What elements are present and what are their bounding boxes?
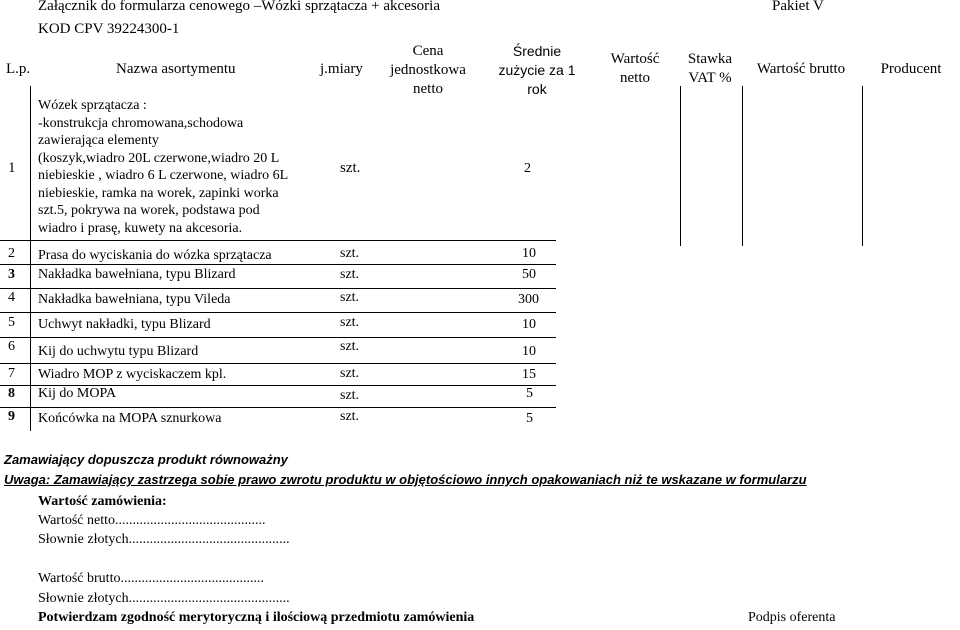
- row-2-unit: szt.: [340, 246, 360, 261]
- row-1-name-line: (koszyk,wiadro 20L czerwone,wiadro 20 L: [38, 150, 280, 166]
- row-8-unit: szt.: [340, 388, 360, 403]
- row-1-name-line: niebieskie, ramka na worek, zapinki worka: [38, 185, 279, 201]
- row-1-unit: szt.: [340, 160, 361, 176]
- row-1-name-line: -konstrukcja chromowana,schodowa: [38, 115, 244, 131]
- row-2-lp: 2: [8, 246, 15, 261]
- row-5-qty: 10: [522, 317, 536, 332]
- col-name-header: Nazwa asortymentu: [116, 61, 236, 77]
- row-5-unit: szt.: [340, 315, 360, 330]
- row-7-lp: 7: [8, 366, 15, 381]
- row-4-qty: 300: [518, 292, 539, 307]
- row-5-name: Uchwyt nakładki, typu Blizard: [38, 317, 211, 332]
- row-4-lp: 4: [8, 290, 15, 305]
- return-note: Uwaga: Zamawiający zastrzega sobie prawo zwrotu produktu w objętościowo innych opakowaniach niż te wskazane w formularzu: [4, 472, 807, 487]
- grid-hline-row2: [0, 264, 556, 265]
- row-3-name: Nakładka bawełniana, typu Blizard: [38, 267, 236, 282]
- net-value-line: Wartość netto...........................................: [38, 513, 266, 528]
- cpv-code: KOD CPV 39224300-1: [38, 21, 180, 37]
- row-6-name: Kij do uchwytu typu Blizard: [38, 344, 199, 359]
- gross-words-line: Słownie złotych..............................................: [38, 591, 290, 606]
- col-unit-price-line-2: jednostkowa: [390, 62, 466, 78]
- row-3-lp: 3: [8, 267, 15, 282]
- row-1-name-line: zawierająca elementy: [38, 133, 159, 148]
- col-unit-header: j.miary: [320, 61, 363, 77]
- grid-vline-gross: [862, 86, 863, 246]
- row-9-qty: 5: [526, 411, 533, 426]
- row-3-unit: szt.: [340, 267, 360, 282]
- row-1-lp: 1: [8, 160, 16, 176]
- row-9-name: Końcówka na MOPA sznurkowa: [38, 411, 222, 426]
- grid-hline-row6: [0, 363, 556, 364]
- col-net-value-line-1: Wartość: [610, 51, 660, 67]
- row-8-lp: 8: [8, 386, 15, 401]
- row-6-lp: 6: [8, 339, 15, 354]
- row-6-unit: szt.: [340, 339, 360, 354]
- grid-vline-vat: [742, 86, 743, 246]
- grid-vline-net: [680, 86, 681, 246]
- col-producer-header: Producent: [880, 61, 942, 77]
- col-net-value-header: [590, 50, 680, 88]
- col-unit-price-header: [378, 42, 478, 99]
- row-1-qty: 2: [524, 161, 531, 176]
- row-8-qty: 5: [526, 386, 533, 401]
- col-net-value-line-2: netto: [620, 70, 650, 86]
- col-unit-price-line-1: Cena: [412, 43, 444, 59]
- document-title: Załącznik do formularza cenowego –Wózki sprzątacza + akcesoria: [38, 0, 440, 14]
- row-5-lp: 5: [8, 315, 15, 330]
- col-avg-use-header: [478, 42, 596, 99]
- grid-vline-lp: [30, 86, 31, 431]
- net-words-line: Słownie złotych..............................................: [38, 532, 290, 547]
- row-1-name-line: Wózek sprzątacza :: [38, 98, 147, 113]
- col-lp-header: L.p.: [6, 61, 31, 77]
- row-1-name-line: wiadro i prasę, kuwety na akcesoria.: [38, 220, 243, 236]
- row-8-name: Kij do MOPA: [38, 386, 117, 401]
- gross-value-line: Wartość brutto.........................................: [38, 571, 264, 586]
- row-1-name-line: niebieskie , wiadro 6 L czerwone, wiadro 6L: [38, 168, 289, 183]
- package-label: Pakiet V: [772, 0, 824, 14]
- signature-label: Podpis oferenta: [748, 610, 836, 625]
- row-9-unit: szt.: [340, 409, 360, 424]
- order-value-label: Wartość zamówienia:: [38, 494, 167, 509]
- row-6-qty: 10: [522, 344, 536, 359]
- row-1-name: [38, 97, 288, 237]
- row-3-qty: 50: [522, 267, 536, 282]
- col-vat-line-2: VAT %: [688, 70, 732, 86]
- col-unit-price-line-3: netto: [413, 81, 443, 97]
- grid-hline-row4: [0, 312, 556, 313]
- confirmation-text: Potwierdzam zgodność merytoryczną i ilościową przedmiotu zamówienia: [38, 610, 475, 625]
- col-gross-value-header: Wartość brutto: [756, 61, 846, 77]
- row-9-lp: 9: [8, 409, 15, 424]
- col-vat-header: [670, 50, 750, 88]
- row-7-name: Wiadro MOP z wyciskaczem kpl.: [38, 367, 227, 382]
- grid-hline-row3: [0, 288, 556, 289]
- row-2-qty: 10: [522, 246, 536, 261]
- row-4-unit: szt.: [340, 290, 360, 305]
- col-avg-use-line-3: rok: [527, 81, 547, 97]
- row-1-name-line: szt.5, pokrywa na worek, podstawa pod: [38, 203, 260, 218]
- col-avg-use-line-2: zużycie za 1: [498, 62, 576, 78]
- grid-hline-row5: [0, 337, 556, 338]
- row-7-qty: 15: [522, 367, 536, 382]
- grid-hline-row8: [0, 407, 556, 408]
- grid-hline-row1: [0, 240, 556, 241]
- row-2-name: Prasa do wyciskania do wózka sprzątacza: [38, 248, 272, 263]
- col-vat-line-1: Stawka: [687, 51, 733, 67]
- row-7-unit: szt.: [340, 366, 360, 381]
- equivalent-note: Zamawiający dopuszcza produkt równoważny: [4, 452, 288, 467]
- col-avg-use-line-1: Średnie: [512, 43, 562, 59]
- row-4-name: Nakładka bawełniana, typu Vileda: [38, 292, 231, 307]
